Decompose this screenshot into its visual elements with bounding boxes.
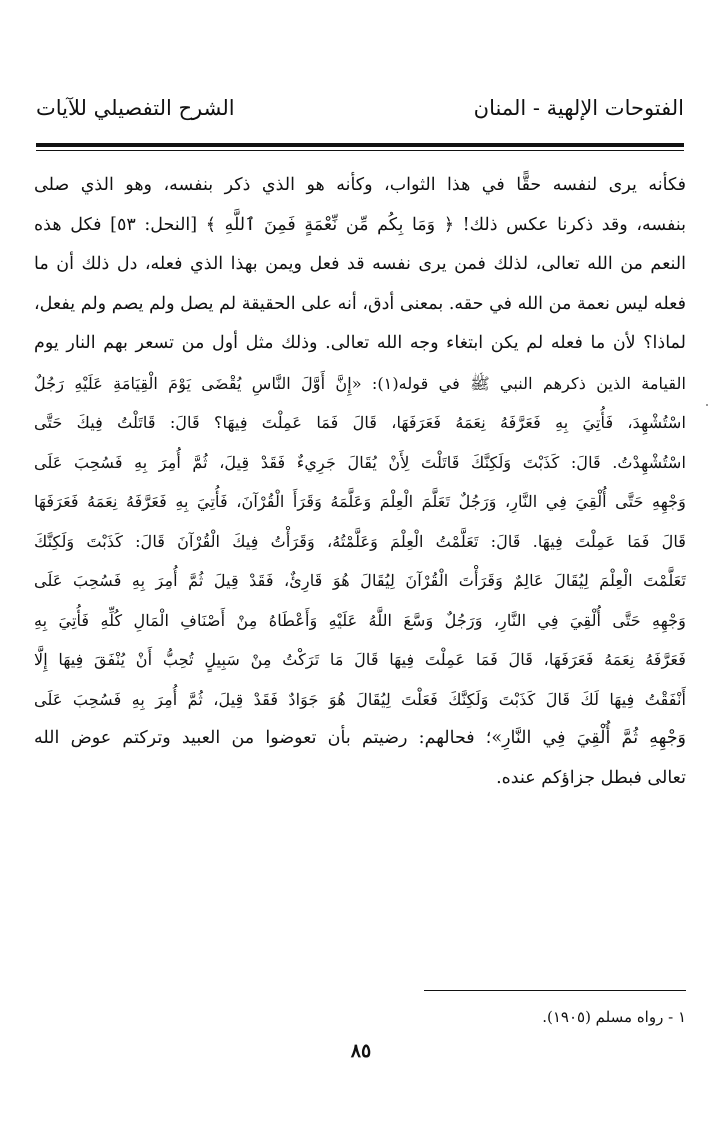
text-line: وَجْهِهِ ثُمَّ أُلْقِيَ فِي النَّارِ»؛ فحالهم: رضيتم بأن تعوضوا من العبيد وتركتم عوض الله — [34, 728, 686, 748]
text-line: تعالى فبطل جزاؤكم عنده. — [496, 767, 686, 788]
text-line: قَالَ فَمَا عَمِلْتَ فِيهَا. قَالَ: تَعَلَّمْتُ الْعِلْمَ وَعَلَّمْتُهُ، وَقَرَأْتُ فِيكَ الْقُرْآنَ قَالَ: كَذَبْتَ وَلَكِنَّكَ — [34, 531, 686, 551]
text-line: اسْتُشْهِدْتُ. قَالَ: كَذَبْتَ وَلَكِنَّكَ قَاتَلْتَ لِأَنْ يُقَالَ جَرِيءٌ فَقَدْ قِيلَ، ثُمَّ أُمِرَ بِهِ فَسُحِبَ عَلَى — [34, 452, 686, 472]
header-book-title: الفتوحات الإلهية - المنان — [473, 96, 684, 120]
text-line: وَجْهِهِ حَتَّى أُلْقِيَ فِي النَّارِ، وَرَجُلٌ وَسَّعَ اللَّهُ عَلَيْهِ وَأَعْطَاهُ مِنْ أَصْنَافِ الْمَالِ كُلِّهِ فَأُتِيَ بِهِ — [34, 610, 686, 630]
text-line: لماذا؟ لأن ما فعله لم يكن ابتغاء وجه الله تعالى. وذلك مثل أول من تسعر بهم النار يوم — [34, 333, 686, 353]
main-text — [34, 166, 686, 798]
text-line: فَعَرَّفَهُ نِعَمَهُ فَعَرَفَهَا، قَالَ فَمَا عَمِلْتَ فِيهَا قَالَ مَا تَرَكْتُ مِنْ سَبِيلٍ تُحِبُّ أَنْ يُنْفَقَ فِيهَا إِلَّا — [34, 650, 686, 669]
header-rule-thick — [36, 143, 684, 147]
footnote: ١ - رواه مسلم (١٩٠٥). — [542, 1008, 686, 1026]
text-line: فعله ليس نعمة من الله في حقه. بمعنى أدق، أنه على الحقيقة لم يصل ولم يصم ولم يفعل، — [34, 293, 686, 314]
text-line: النعم من الله تعالى، لذلك فمن يرى نفسه قد فعل ويمن بهذا الذي فعله، دل ذلك أن ما — [34, 254, 686, 274]
text-line: وَجْهِهِ حَتَّى أُلْقِيَ فِي النَّارِ، وَرَجُلٌ تَعَلَّمَ الْعِلْمَ وَعَلَّمَهُ وَقَرَأَ الْقُرْآنَ، فَأُتِيَ بِهِ فَعَرَّفَهُ نِعَمَهُ فَعَرَفَهَا — [34, 492, 686, 511]
text-line: اسْتُشْهِدَ، فَأُتِيَ بِهِ فَعَرَّفَهُ نِعَمَهُ فَعَرَفَهَا، قَالَ فَمَا عَمِلْتَ فِيهَا؟ قَالَ: قَاتَلْتُ فِيكَ حَتَّى — [34, 413, 686, 432]
footnote-separator — [424, 990, 686, 991]
scan-mark — [706, 404, 708, 406]
text-line: القيامة الذين ذكرهم النبي ﷺ في قوله(١): «إِنَّ أَوَّلَ النَّاسِ يُقْضَى يَوْمَ الْقِيَامَةِ عَلَيْهِ رَجُلٌ — [34, 373, 686, 393]
text-line: تَعَلَّمْتَ الْعِلْمَ لِيُقَالَ عَالِمٌ وَقَرَأْتَ الْقُرْآنَ لِيُقَالَ هُوَ قَارِئٌ، فَقَدْ قِيلَ ثُمَّ أُمِرَ بِهِ فَسُحِبَ عَلَى — [34, 571, 686, 590]
text-line: أَنْفَقْتُ فِيهَا لَكَ قَالَ كَذَبْتَ وَلَكِنَّكَ فَعَلْتَ لِيُقَالَ هُوَ جَوَادٌ فَقَدْ قِيلَ، ثُمَّ أُمِرَ بِهِ فَسُحِبَ عَلَى — [34, 689, 686, 709]
page-number: ٨٥ — [350, 1040, 372, 1062]
header-rule-thin — [36, 150, 684, 151]
text-line: بنفسه، وقد ذكرنا عكس ذلك! ﴿ وَمَا بِكُم مِّن نِّعْمَةٍ فَمِنَ ٱللَّهِ ﴾ [النحل: ٥٣] فكل هذه — [34, 214, 686, 235]
text-line: فكأنه يرى لنفسه حقًّا في هذا الثواب، وكأنه هو الذي ذكر بنفسه، وهو الذي صلى — [34, 175, 686, 195]
header-section-title: الشرح التفصيلي للآيات — [36, 96, 235, 120]
running-header — [36, 96, 684, 136]
